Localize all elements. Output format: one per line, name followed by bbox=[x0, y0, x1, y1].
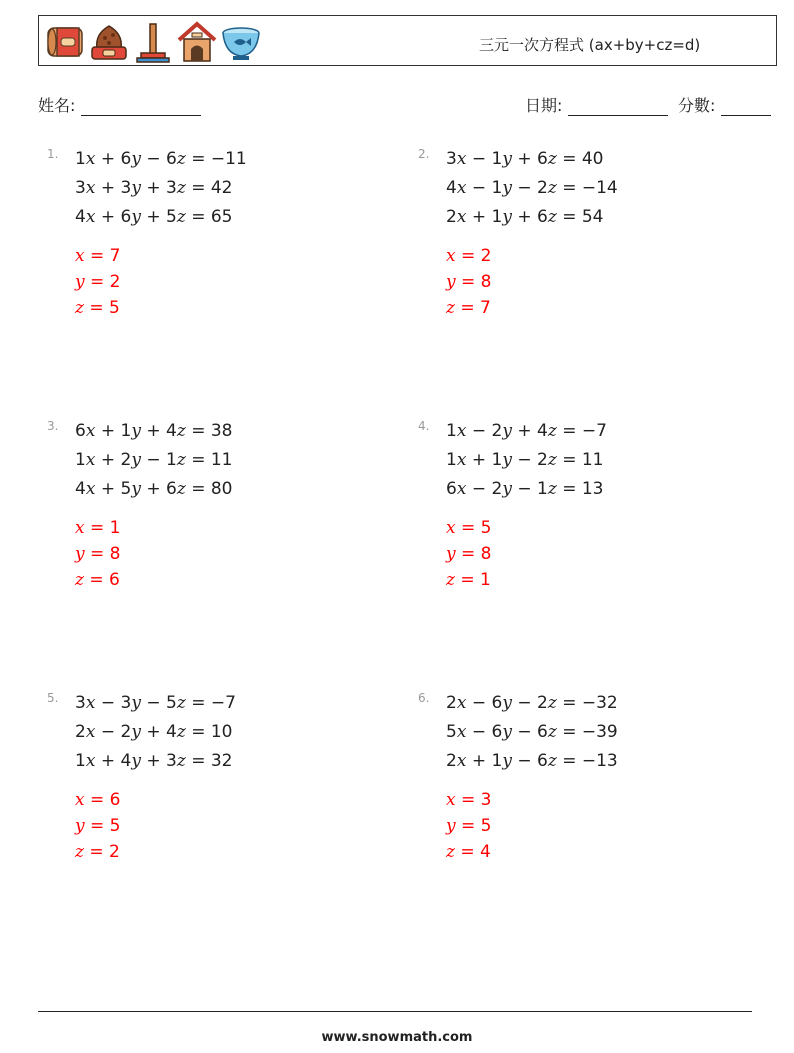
answer: y = 5 bbox=[446, 816, 492, 836]
problem-number: 6. bbox=[418, 691, 430, 705]
equation: 3x − 1y + 6z = 40 bbox=[446, 149, 604, 169]
date-blank[interactable] bbox=[568, 101, 668, 116]
fish-bowl-icon bbox=[221, 20, 261, 64]
problem-number: 5. bbox=[47, 691, 59, 705]
answer: z = 6 bbox=[75, 570, 120, 590]
dog-bed-icon bbox=[89, 20, 129, 64]
equation: 1x + 4y + 3z = 32 bbox=[75, 751, 233, 771]
score-field[interactable] bbox=[678, 93, 771, 116]
answer: z = 1 bbox=[446, 570, 491, 590]
problem-3 bbox=[47, 419, 387, 619]
problem-6 bbox=[418, 691, 758, 891]
answer: x = 3 bbox=[446, 790, 492, 810]
score-blank[interactable] bbox=[721, 101, 771, 116]
dog-tag-icon bbox=[45, 20, 85, 64]
answer: z = 2 bbox=[75, 842, 120, 862]
scratching-post-icon bbox=[133, 20, 173, 64]
equation: 1x + 2y − 1z = 11 bbox=[75, 450, 233, 470]
worksheet-header bbox=[38, 15, 777, 66]
problem-5 bbox=[47, 691, 387, 891]
answer: y = 8 bbox=[75, 544, 121, 564]
problem-number: 4. bbox=[418, 419, 430, 433]
problem-number: 3. bbox=[47, 419, 59, 433]
score-label: 分數: bbox=[678, 96, 716, 115]
dog-house-icon bbox=[177, 20, 217, 64]
answer: y = 8 bbox=[446, 544, 492, 564]
equation: 3x − 3y − 5z = −7 bbox=[75, 693, 236, 713]
answer: y = 2 bbox=[75, 272, 121, 292]
answer: z = 7 bbox=[446, 298, 491, 318]
answer: y = 5 bbox=[75, 816, 121, 836]
footer-url: www.snowmath.com bbox=[321, 1030, 473, 1045]
worksheet-title: 三元一次方程式 (ax+by+cz=d) bbox=[479, 36, 701, 54]
answer: x = 1 bbox=[75, 518, 121, 538]
name-blank[interactable] bbox=[81, 101, 201, 116]
answer: y = 8 bbox=[446, 272, 492, 292]
footer-divider bbox=[38, 1011, 752, 1012]
problem-4 bbox=[418, 419, 758, 619]
equation: 2x − 2y + 4z = 10 bbox=[75, 722, 233, 742]
equation: 2x + 1y − 6z = −13 bbox=[446, 751, 618, 771]
name-field[interactable] bbox=[38, 93, 201, 116]
icon-row bbox=[45, 20, 261, 64]
equation: 1x + 6y − 6z = −11 bbox=[75, 149, 247, 169]
problem-1 bbox=[47, 147, 387, 347]
equation: 5x − 6y − 6z = −39 bbox=[446, 722, 618, 742]
answer: z = 5 bbox=[75, 298, 120, 318]
equation: 2x + 1y + 6z = 54 bbox=[446, 207, 604, 227]
equation: 4x + 6y + 5z = 65 bbox=[75, 207, 233, 227]
equation: 1x − 2y + 4z = −7 bbox=[446, 421, 607, 441]
answer: x = 6 bbox=[75, 790, 121, 810]
date-field[interactable] bbox=[525, 93, 668, 116]
date-label: 日期: bbox=[525, 96, 563, 115]
equation: 4x + 5y + 6z = 80 bbox=[75, 479, 233, 499]
name-label: 姓名: bbox=[38, 96, 76, 115]
problem-number: 1. bbox=[47, 147, 59, 161]
answer: x = 2 bbox=[446, 246, 492, 266]
equation: 4x − 1y − 2z = −14 bbox=[446, 178, 618, 198]
problem-2 bbox=[418, 147, 758, 347]
equation: 6x + 1y + 4z = 38 bbox=[75, 421, 233, 441]
equation: 2x − 6y − 2z = −32 bbox=[446, 693, 618, 713]
answer: x = 7 bbox=[75, 246, 121, 266]
equation: 1x + 1y − 2z = 11 bbox=[446, 450, 604, 470]
equation: 3x + 3y + 3z = 42 bbox=[75, 178, 233, 198]
equation: 6x − 2y − 1z = 13 bbox=[446, 479, 604, 499]
answer: z = 4 bbox=[446, 842, 491, 862]
answer: x = 5 bbox=[446, 518, 492, 538]
problem-number: 2. bbox=[418, 147, 430, 161]
